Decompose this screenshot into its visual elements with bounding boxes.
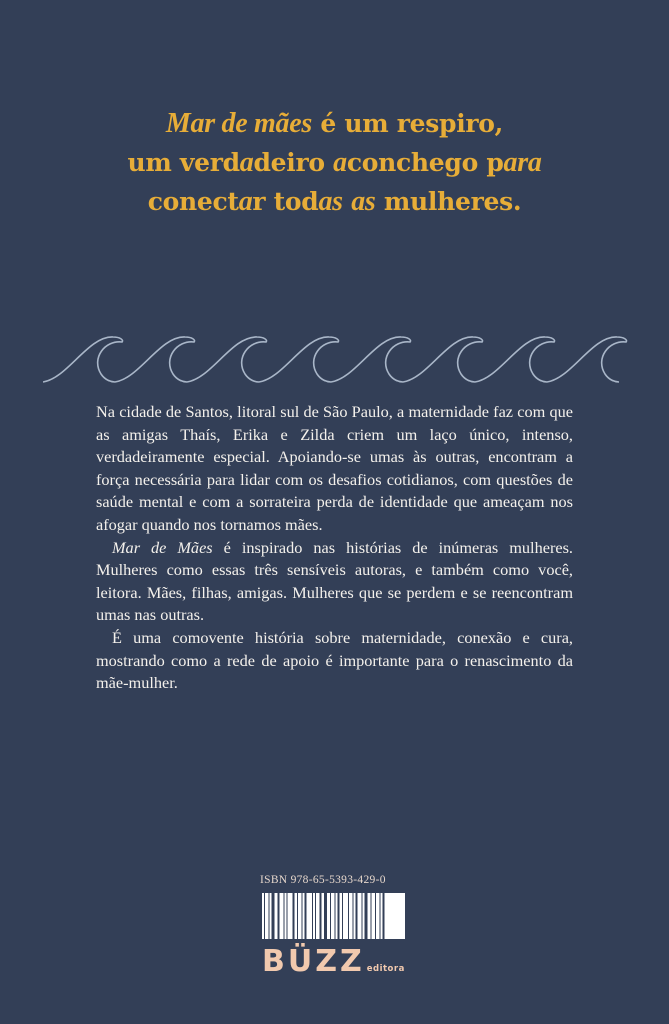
headline-segment: conchego p bbox=[346, 148, 504, 177]
publisher-sub: editora bbox=[366, 964, 405, 974]
description-paragraph-3: É uma comovente história sobre maternidade, conexão e cura, mostrando como a rede de apoio é importante para o renascimento da mãe-mulher. bbox=[96, 627, 573, 693]
barcode-bar bbox=[272, 893, 275, 939]
headline-segment: ara bbox=[503, 147, 542, 178]
barcode-bar bbox=[383, 893, 385, 939]
headline-segment: conect bbox=[147, 187, 239, 216]
barcode-bar bbox=[287, 893, 288, 939]
headline-segment: as bbox=[351, 186, 376, 217]
headline-line bbox=[0, 104, 669, 143]
barcode-bar bbox=[371, 893, 372, 939]
wave-line bbox=[43, 337, 627, 382]
headline-segment: a bbox=[238, 186, 253, 217]
barcode-bar bbox=[362, 893, 363, 939]
barcode-bar bbox=[348, 893, 349, 939]
barcode-bar bbox=[264, 893, 265, 939]
headline-segment: deiro bbox=[253, 148, 334, 177]
barcode-bar bbox=[284, 893, 285, 939]
barcode-bar bbox=[338, 893, 340, 939]
barcode-bar bbox=[297, 893, 298, 939]
headline-line bbox=[0, 182, 669, 221]
barcode-bar bbox=[375, 893, 376, 939]
headline-segment: mulheres. bbox=[375, 187, 522, 216]
headline-line bbox=[0, 143, 669, 182]
barcode-bar bbox=[330, 893, 331, 939]
headline-segment: é um respiro, bbox=[311, 109, 504, 138]
barcode-bar bbox=[278, 893, 280, 939]
headline-segment: a bbox=[333, 147, 347, 178]
barcode-bar bbox=[356, 893, 358, 939]
barcode-bar bbox=[353, 893, 354, 939]
barcode-bar bbox=[324, 893, 327, 939]
description-paragraph-1: Na cidade de Santos, litoral sul de São Paulo, a maternidade faz com que as amigas Thaís, Erika e Zilda criem um laço único, intenso, verdadeiramente especial. Apoiando-se umas às outras, encontram a força necessária para lidar com os desafios cotidianos, com questões de saúde mental e com a sorrateira perda de identidade que ameaçam nos afogar quando nos tornamos mães. bbox=[96, 402, 573, 534]
barcode-bar bbox=[305, 893, 307, 939]
headline-segment: Mar de mães bbox=[165, 108, 312, 139]
publisher-logo bbox=[262, 944, 405, 984]
waves-ornament bbox=[43, 332, 633, 388]
book-title-inline: Mar de Mães bbox=[112, 537, 213, 557]
barcode-bar bbox=[380, 893, 381, 939]
headline-segment: as bbox=[318, 186, 343, 217]
barcode-bar bbox=[365, 893, 368, 939]
headline-segment: r tod bbox=[252, 187, 319, 216]
barcode-bar bbox=[269, 893, 270, 939]
barcode-bar bbox=[293, 893, 295, 939]
barcode-bar bbox=[315, 893, 316, 939]
barcode-bar bbox=[302, 893, 303, 939]
isbn-number: ISBN 978-65-5393-429-0 bbox=[260, 874, 386, 886]
publisher-name: BÜZZ bbox=[262, 944, 365, 979]
barcode-bar bbox=[342, 893, 343, 939]
barcode-bar bbox=[335, 893, 336, 939]
description-paragraph-2: Mar de Mães é inspirado nas histórias de inúmeras mulheres. Mulheres como essas três sensíveis autoras, e também como você, leitora. Mães, filhas, amigas. Mulheres que se perdem e se reencontram umas nas outras. bbox=[96, 537, 574, 625]
headline-segment: a bbox=[239, 147, 254, 178]
barcode-bar bbox=[320, 893, 322, 939]
barcode-bar bbox=[312, 893, 313, 939]
headline-segment: um verd bbox=[127, 148, 240, 177]
book-description bbox=[96, 401, 573, 695]
headline-segment bbox=[343, 187, 351, 216]
barcode bbox=[262, 893, 405, 939]
tagline-headline bbox=[0, 104, 669, 221]
